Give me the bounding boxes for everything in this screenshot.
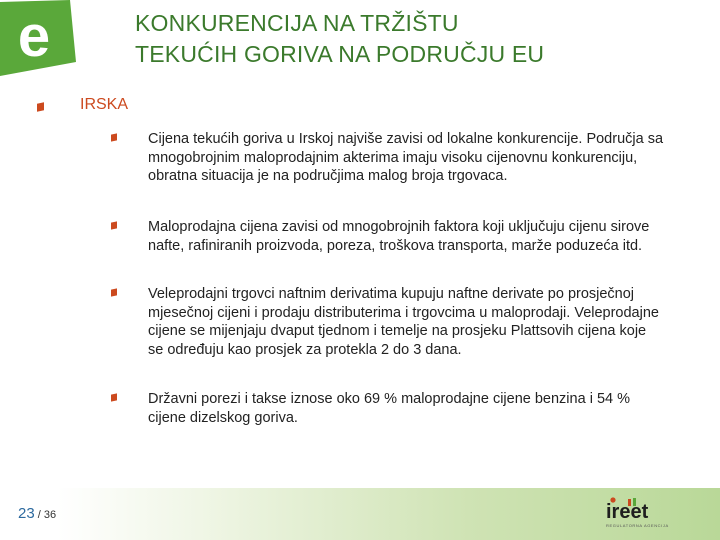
total-pages: 36 <box>43 509 57 521</box>
page-title <box>135 8 695 70</box>
title-line-1: KONKURENCIJA NA TRŽIŠTU <box>135 10 459 36</box>
item-bullet-icon <box>111 133 117 141</box>
ireet-logo-icon <box>604 496 684 530</box>
list-item: Cijena tekućih goriva u Irskoj najviše zavisi od lokalne konkurencije. Područja sa mnogobrojnim maloprodajnim akterima imaju visoku cijenovnu konkurenciju, obratna situacija je na područjima malog broja trgovaca. <box>148 131 664 185</box>
logo-letter: e <box>17 4 51 69</box>
list-item: Maloprodajna cijena zavisi od mnogobrojnih faktora koji uključuju cijenu sirove nafte, rafiniranih proizvoda, poreza, troškova transporta, marže poduzeća itd. <box>148 219 650 254</box>
section-bullet-icon <box>37 102 44 111</box>
section-heading: IRSKA <box>80 96 129 113</box>
page-separator: / <box>34 509 44 521</box>
item-bullet-icon <box>111 288 117 296</box>
e-logo-icon <box>0 0 76 76</box>
page-number <box>18 505 56 522</box>
list-item: Veleprodajni trgovci naftnim derivatima kupuju naftne derivate po prosječnoj mjesečnoj cijeni i prodaju distributerima i trgovcima u maloprodaji. Veleprodajne cijene se mijenjaju dvaput tjednom i temelje na prosjeku Plattsovih cijena koje se određuju kao prosjek za protekla 2 do 3 dana. <box>148 286 659 358</box>
item-bullet-icon <box>111 221 117 229</box>
list-item: Državni porezi i takse iznose oko 69 % maloprodajne cijene benzina i 54 % cijene dizelskog goriva. <box>148 391 630 426</box>
brand-tagline: REGULATORNA AGENCIJA <box>606 523 669 528</box>
current-page: 23 <box>18 505 35 522</box>
item-bullet-icon <box>111 393 117 401</box>
title-line-2: TEKUĆIH GORIVA NA PODRUČJU EU <box>135 41 545 67</box>
brand-name: ireet <box>606 501 649 523</box>
